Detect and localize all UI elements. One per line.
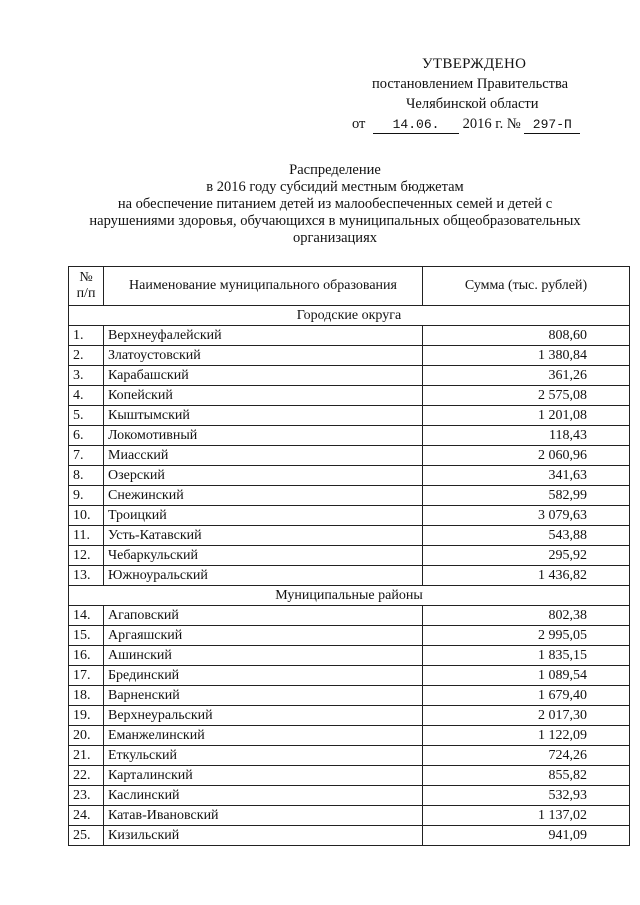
row-name: Карабашский [104,366,423,386]
row-number: 17. [69,666,104,686]
row-sum: 1 201,08 [423,406,630,426]
header-name: Наименование муниципального образования [104,267,423,306]
row-name: Верхнеуфалейский [104,326,423,346]
row-sum: 361,26 [423,366,630,386]
row-number: 14. [69,606,104,626]
header-num: № п/п [69,267,104,306]
year-text: 2016 г. № [462,116,521,132]
title-line-2: в 2016 году субсидий местным бюджетам [206,179,464,195]
document-number: 297-П [524,117,580,134]
row-number: 4. [69,386,104,406]
row-name: Кыштымский [104,406,423,426]
approval-line-2: Челябинской области [406,96,539,112]
row-sum: 1 137,02 [423,806,630,826]
row-name: Усть-Катавский [104,526,423,546]
row-name: Ашинский [104,646,423,666]
date-value: 14.06. [373,117,459,134]
document-title [40,162,630,247]
section-urban-districts: Городские округа [69,306,630,326]
row-number: 5. [69,406,104,426]
title-line-3: на обеспечение питанием детей из малообеспеченных семей и детей с [117,196,553,212]
section-row [69,586,630,606]
table-row [69,726,630,746]
row-sum: 2 575,08 [423,386,630,406]
row-sum: 295,92 [423,546,630,566]
row-number: 9. [69,486,104,506]
table-row [69,806,630,826]
row-sum: 1 679,40 [423,686,630,706]
table-row [69,826,630,846]
row-name: Южноуральский [104,566,423,586]
row-sum: 855,82 [423,766,630,786]
row-sum: 582,99 [423,486,630,506]
table-row [69,326,630,346]
row-sum: 532,93 [423,786,630,806]
table-row [69,626,630,646]
row-number: 2. [69,346,104,366]
table-row [69,406,630,426]
row-name: Миасский [104,446,423,466]
subsidy-table [68,266,630,846]
row-name: Каслинский [104,786,423,806]
table-row [69,426,630,446]
title-line-4: нарушениями здоровья, обучающихся в муниципальных общеобразовательных [89,213,581,229]
row-sum: 543,88 [423,526,630,546]
row-name: Катав-Ивановский [104,806,423,826]
row-name: Аргаяшский [104,626,423,646]
header-sum: Сумма (тыс. рублей) [423,267,630,306]
row-name: Еткульский [104,746,423,766]
approval-heading: УТВЕРЖДЕНО [422,56,527,72]
row-number: 16. [69,646,104,666]
row-sum: 2 017,30 [423,706,630,726]
row-number: 3. [69,366,104,386]
table-row [69,746,630,766]
row-sum: 802,38 [423,606,630,626]
row-number: 22. [69,766,104,786]
row-sum: 1 436,82 [423,566,630,586]
row-name: Карталинский [104,766,423,786]
section-row [69,306,630,326]
row-sum: 1 835,15 [423,646,630,666]
table-header-row [69,267,630,306]
row-number: 23. [69,786,104,806]
row-name: Локомотивный [104,426,423,446]
row-name: Брединский [104,666,423,686]
row-name: Еманжелинский [104,726,423,746]
row-number: 10. [69,506,104,526]
table-row [69,766,630,786]
row-sum: 118,43 [423,426,630,446]
row-name: Верхнеуральский [104,706,423,726]
table-row [69,386,630,406]
table-row [69,646,630,666]
row-name: Кизильский [104,826,423,846]
row-name: Снежинский [104,486,423,506]
row-name: Чебаркульский [104,546,423,566]
row-number: 6. [69,426,104,446]
table-row [69,706,630,726]
row-sum: 3 079,63 [423,506,630,526]
table-row [69,486,630,506]
approval-date-line [352,114,580,134]
row-sum: 808,60 [423,326,630,346]
approval-line-1: постановлением Правительства [372,76,569,92]
row-number: 7. [69,446,104,466]
table-row [69,566,630,586]
row-number: 15. [69,626,104,646]
table-row [69,686,630,706]
table-row [69,546,630,566]
table-row [69,446,630,466]
row-number: 12. [69,546,104,566]
row-sum: 2 995,05 [423,626,630,646]
row-sum: 341,63 [423,466,630,486]
row-sum: 2 060,96 [423,446,630,466]
table-row [69,606,630,626]
table-row [69,346,630,366]
row-number: 11. [69,526,104,546]
table-row [69,786,630,806]
row-name: Озерский [104,466,423,486]
row-number: 13. [69,566,104,586]
row-sum: 1 089,54 [423,666,630,686]
row-number: 8. [69,466,104,486]
table-row [69,466,630,486]
row-number: 1. [69,326,104,346]
row-sum: 941,09 [423,826,630,846]
row-sum: 724,26 [423,746,630,766]
row-number: 25. [69,826,104,846]
row-number: 21. [69,746,104,766]
row-sum: 1 122,09 [423,726,630,746]
row-name: Копейский [104,386,423,406]
table-row [69,666,630,686]
row-number: 24. [69,806,104,826]
title-line-1: Распределение [289,162,381,178]
row-name: Троицкий [104,506,423,526]
title-line-5: организациях [292,230,377,246]
row-number: 18. [69,686,104,706]
table-row [69,526,630,546]
row-sum: 1 380,84 [423,346,630,366]
row-name: Варненский [104,686,423,706]
row-number: 19. [69,706,104,726]
date-prefix: от [352,116,366,132]
section-municipal-districts: Муниципальные районы [69,586,630,606]
row-number: 20. [69,726,104,746]
table-row [69,506,630,526]
row-name: Агаповский [104,606,423,626]
table-row [69,366,630,386]
row-name: Златоустовский [104,346,423,366]
